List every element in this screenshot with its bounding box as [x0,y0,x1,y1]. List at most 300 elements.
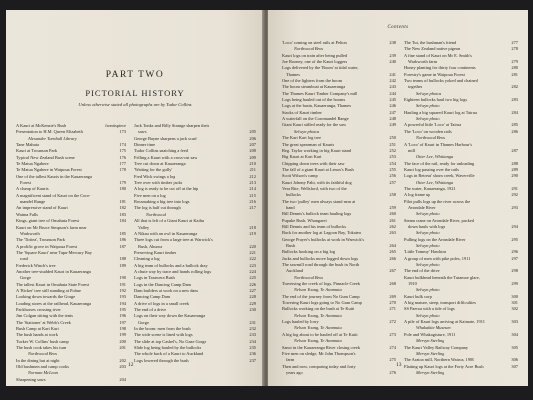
entry-plate-number: 255 [389,166,396,172]
entry-plate-number: 270 [389,300,396,306]
entry-plate-number: 246 [389,103,396,109]
entry-title: George Bayne sharpens a jack scarf [134,135,197,141]
entry-title: Kings, giant tree of Omahuta Forest [16,218,80,224]
entry-title: Joe Rooney, one of the Kauri loggers [282,59,348,65]
entry-plate-number: 266 [389,255,396,261]
entry-plate-number: 280 [511,65,518,71]
entry-plate-number: 215 [249,192,256,198]
entry-plate-number: 210 [249,161,256,167]
entry-title: Pole and Whakagisture, 1911 [404,331,456,337]
entry-title: Nelson Young, Te Awamutu [294,287,342,293]
entry-plate-number: 213 [249,180,256,186]
entry-title: The water, Kauaeranga, 1921 [404,185,456,191]
entry-plate-number: 236 [249,351,256,357]
entry-title: Bill Dennis and his team of bullocks [282,223,347,229]
entry-title: Honey planting for thirty four continents [404,65,476,71]
entry-title: The end of the drive [404,268,440,274]
entry-title: Northwood Bros [28,351,57,357]
entry-plate-number: 201 [119,345,126,351]
entry-plate-number: 192 [119,287,126,293]
entry-plate-number: 290 [511,173,518,179]
entry-title: Kauri logs on train after being pulled [282,52,348,58]
entry-title: The bush hands at work [16,332,58,338]
entry-plate-number: 297 [511,255,518,261]
entry-title: Dinner time [134,142,156,148]
entry-title: 'Waiting for the gully' [134,167,173,173]
entry-plate-number: 245 [389,97,396,103]
entry-plate-number: 178 [119,167,126,173]
entry-plate-number: 229 [249,300,256,306]
entry-title: hand [286,204,295,210]
entry-title: Typical New Zealand Bush scene [16,154,75,160]
entry-title: Warkworth [20,230,40,236]
entry-plate-number: 274 [389,344,396,350]
entry-title: Northwood Bros [416,135,445,141]
entry-title: Selwyn photos [294,128,320,134]
entry-plate-number: 283 [511,97,518,103]
entry-title: Another tree-studded Kauri in Kauaeranga [16,268,91,274]
entry-plate-number: 258 [389,192,396,198]
entry-title: years ago [286,369,303,375]
entry-plate-number: 261 [389,217,396,223]
entry-plate-number: 286 [511,128,518,134]
entry-title: Gorge [20,275,31,281]
entry-title: mandel Range [20,199,46,205]
entry-plate-number: 237 [249,357,256,363]
entry-title: Vera Rite, Wellsford, with two of the [282,185,347,191]
entry-plate-number: 295 [511,236,518,242]
entry-title: The Kauri Valley Railway Company [404,344,469,350]
entry-title: Bush [286,243,296,248]
entry-title: The Tui, the bushman's friend [404,40,457,45]
entry-plate-number: 303 [511,319,518,325]
entry-title: A big log about to be hauled off at Te Kuiti [282,331,358,337]
entry-title: Auckland [286,268,304,274]
entry-title: A log frame up [404,192,431,198]
entry-plate-number: 193 [119,294,126,300]
entry-title: Dancing Camp Dam [134,294,171,300]
contents-column-right [282,40,518,376]
running-head: Contents [387,25,409,30]
entry-title: Selwyn photo [416,312,440,318]
entry-plate-number: 268 [389,281,396,287]
entry-title: Northwood Bros [294,274,323,280]
entry-title: Five men on sledge, Mr John Thompson's [282,350,356,356]
entry-plate-number: 244 [389,90,396,96]
entry-title: A powerful little 'Loco' at Tairua [404,122,462,128]
entry-title: together [408,84,423,90]
entry-title: Old bushmen and camp cooks [16,364,69,370]
entry-title: Waima Falls [16,211,38,217]
entry-plate-number: 214 [249,186,256,192]
entry-title: Felling a Kauri with a cross-cut saw [134,154,198,160]
entry-plate-number: 200 [119,338,126,344]
entry-plate-number: 282 [511,84,518,90]
entry-title: Logs in the Dancing Camp Dam [134,281,191,287]
entry-title: Nelson Young, Te Awamutu [294,325,342,331]
entry-title: bullocks [286,192,301,198]
entry-title: Tucker W. Collins' bush camp [16,338,69,344]
entry-title: Bill Dennis's bullock team hauling logs [282,211,352,217]
entry-title: A pile of Kauri logs arriving at Kaimate, 1911 [404,319,485,325]
entry-plate-number: 254 [389,160,396,166]
entry-plate-number: 223 [249,262,256,268]
entry-title: Two teams of bullocks yoked and chained [404,78,478,84]
entry-title: In the boom: men from the bush [134,326,191,331]
entry-plate-number: 207 [249,142,256,148]
entry-title: Kauri bulkhead beneath the Tutamoe glare, [404,274,480,280]
entry-plate-number: 222 [249,256,256,262]
entry-plate-number: 219 [249,230,256,236]
entry-plate-number: 287 [511,147,518,153]
entry-plate-number: 273 [389,331,396,337]
entry-plate-number: 306 [511,357,518,363]
entry-title: Jacks and bullocks move logged down logs [282,255,359,261]
entry-title: Pulling logs on the Avondale River [404,236,466,242]
entry-plate-number: 276 [389,369,396,375]
entry-title: George Prayer's bullocks at work in Warwick's [282,236,365,242]
entry-title: A magnificent stand of Kauri on the Coro- [16,192,91,198]
entry-plate-number: 191 [119,281,126,287]
entry-title: A drive of logs in a small creek [134,300,189,306]
entry-title: Logs at the basin, Kauaeranga, Thames [282,103,352,109]
entry-title: mill [408,147,416,153]
entry-plate-number: 292 [511,192,518,198]
entry-title: The tallest Kauri in Omahuta State Forest [16,281,90,287]
entry-plate-number: 248 [389,116,396,122]
entry-plate-number: 180 [119,186,126,192]
entry-title: Traversing the creek of logs, Pinnacle Creek [282,281,360,287]
entry-title: Selwyn photo [416,287,440,293]
entry-plate-number: 238 [389,40,396,45]
entry-title: SS Paeroa with a tide of logs [404,306,455,312]
entry-title: Mervyn Sterling [416,369,445,375]
entry-title: Presentation to H.M. Queen Elizabeth [16,129,83,135]
entry-plate-number: 182 [119,205,126,211]
entry-plate-number: 196 [119,313,126,319]
entry-title: saws [138,129,147,135]
entry-title: Whakakite Museum [416,325,451,331]
entry-plate-number: 256 [389,173,396,179]
entry-plate-number: 253 [389,154,396,160]
entry-title: Mervyn Sterling [416,338,445,344]
entry-title: The two 'pulley' men always stand near at [282,198,356,204]
entry-plate-number: 233 [249,332,256,338]
entry-title: Logs in Retreat' shorn creek, Waverville [404,173,475,179]
entry-plate-number: 296 [511,249,518,255]
entry-plate-number: 205 [249,129,256,135]
entry-plate-number: 234 [249,338,256,344]
entry-title: Warkworth farm [408,59,438,65]
entry-plate-number: 190 [119,275,126,281]
entry-plate-number: 235 [249,345,256,351]
entry-plate-number: 173 [119,129,126,135]
entry-title: Loading stores at the railhead, Kauaeranga [16,300,92,306]
entry-plate-number: 257 [389,179,396,185]
entry-plate-number: 278 [511,46,518,52]
entry-title: The bush cook takes his turn [16,345,67,351]
entry-title: down hauls with logs [408,223,446,229]
entry-plate-number: 226 [249,281,256,287]
entry-plate-number: 197 [119,319,126,325]
entry-title: A chute way by trace and hands rolling logs [134,268,212,274]
entry-title: Hauling a big squared Kauri log at Tairua [404,109,477,115]
entry-title: Logs in Tarawera Bush [134,275,175,281]
entry-plate-number: 300 [511,293,518,299]
entry-title: Kauri on Mr Bruce Simpson's farm near [16,224,87,230]
entry-plate-number: 225 [249,275,256,281]
entry-title: Giant Kauri stilled ready for the saw [282,122,347,128]
entry-plate-number: 263 [389,230,396,236]
entry-title: Kauri at Trounson Park [16,148,58,154]
entry-title: A clump of Kauris [16,186,49,192]
entry-title: 1910 [408,281,417,287]
entry-plate-number: 298 [511,268,518,274]
entry-title: The boom steamboat at Kauaeranga [282,84,346,90]
entry-title: farm [286,357,295,363]
entry-title: Forestry's game in Waipoua Forest [404,71,465,77]
entry-title: Bullocks working on the bush at Te Kuiti [282,306,355,312]
entry-plate-number: 294 [511,223,518,229]
section-title: PICTORIAL HISTORY [85,88,185,98]
entry-title: Bush Camp at Kari Kari [16,326,59,331]
entry-title: Selwyn photo [416,116,440,122]
entry-title: Northwood [146,211,166,217]
entry-title: Packhorses crossing river [16,306,61,312]
entry-title: Logs being hauled out of the booms [282,97,346,103]
entry-title: Gorge [138,319,149,325]
entry-plate-number: 181 [119,199,126,205]
entry-title: One of the tallest Kauris in the Kauaeranga [16,173,92,179]
entry-plate-number: 299 [511,281,518,287]
entry-title: The end of a drive [134,306,167,312]
entry-plate-number: 175 [119,148,126,154]
entry-title: Eighteen bullocks haul two big logs [404,97,468,103]
entry-title: Nelson Young, Te Awamutu [294,338,342,344]
entry-title: Selwyn photo [416,230,440,236]
entry-title: Selwyn photo [416,262,440,268]
entry-plate-number: 291 [511,185,518,191]
contents-column-middle [134,123,256,364]
entry-title: The face of the rail, ready for unloading [404,160,475,166]
entry-plate-number: 176 [119,154,126,160]
entry-plate-number: 293 [511,204,518,210]
entry-plate-number: 240 [389,59,396,65]
contents-entry [16,377,126,383]
entry-plate-number: 195 [119,306,126,312]
entry-title: Norman McLean [28,370,58,376]
entry-plate-number: 302 [511,306,518,312]
entry-title: Te Matua Ngahere in Waipoua Forest [16,167,82,173]
entry-title: Kauri Johnny Pahi, with its faithful dog [282,179,352,185]
entry-title: Logs on their way down the Kauaeranga [134,313,206,319]
entry-title: Otter Lee, Whitianga [416,179,454,185]
entry-title: A big team of bullocks and a bullock dray [134,262,208,268]
contents-subcolumn [404,40,518,376]
entry-plate-number: 285 [511,122,518,128]
entry-plate-number: 187 [119,243,126,249]
entry-title: Tree cut down at Kauaeranga [134,161,186,167]
entry-plate-number: 216 [249,199,256,205]
entry-title: Valley [138,224,150,230]
entry-title: 'Loco' coming on steel rails at Pelton [282,40,347,45]
entry-title: Selwyn photos [416,90,442,96]
entry-plate-number: 305 [511,344,518,350]
entry-title: Scott Wilson's camp [282,173,318,179]
entry-title: Frederick Winch's tree [16,262,56,268]
entry-title: Cleaning a log [134,256,160,262]
entry-plate-number: 284 [511,109,518,115]
entry-plate-number: 224 [249,268,256,274]
entry-plate-number: 259 [389,204,396,210]
entry-plate-number: 243 [389,84,396,90]
entry-plate-number: 206 [249,135,256,141]
entry-plate-number: 174 [119,142,126,148]
entry-title: Rossmaking a big tree into logs [134,199,190,205]
entry-title: road [20,256,28,262]
entry-title: The whole back of a Kauri to Auckland [134,351,204,357]
contents-entry [134,358,256,364]
entry-title: A fine stand of Kauri on Mr E. Smith's [404,52,472,58]
entry-title: Reg. Taylor working in big Kauri stand [282,147,351,153]
entry-plate-number: 228 [249,294,256,300]
entry-title: A Nikau with an owl in Kauaeranga [134,230,198,236]
entry-title: The Aratoa mill, Northern Wairoa, 1900 [404,357,475,363]
photo-credit-note: Unless otherwise stated all photographs are by Tudor Collins [78,102,192,107]
entry-title: The log is half cut through [134,205,181,211]
entry-title: Towering Kauri logs going to No Gum Camp [282,300,362,306]
entry-plate-number: 227 [249,287,256,293]
entry-plate-number: 264 [389,243,396,248]
entry-title: Three logs cut from a large tree at Warwick's [134,237,213,243]
entry-title: Jim Colgan sitting with the tents [16,313,73,319]
entry-title: The sawmill road through the bush in North [282,262,360,268]
entry-title: A 'Ricker' tree still standing at Pohue [16,287,81,293]
entry-title: Jack Tonks and Billy Strange sharpen their [134,123,210,128]
entry-plate-number: 183 [119,211,126,217]
entry-title: Northwood Bros [294,46,323,52]
entry-plate-number: 217 [249,205,256,211]
entry-title: Dam builders at work on a new dam [134,287,198,293]
entry-title: The slide at top Cashel's, No Gaze Gorge [134,338,207,344]
entry-title: Looking down towards the Gorge [16,294,76,300]
entry-plate-number: 272 [389,319,396,325]
entry-title: The 'Loco' on wooden rails [404,128,452,134]
entry-title: The New Zealand native pigeon [404,46,461,52]
entry-plate-number: 185 [119,230,126,236]
entry-title: Big Kauri at Kari Kari [282,154,322,160]
entry-plate-number: 203 [119,364,126,370]
entry-plate-number: 251 [389,141,396,147]
entry-plate-number: 289 [511,166,518,172]
entry-title: Stacks of Kauri timber [282,109,322,115]
entry-plate-number: 271 [389,306,396,312]
entry-title: A prolific grove in Waipoua Forest [16,243,78,249]
contents-entry [282,370,396,376]
entry-plate-number: 186 [119,237,126,243]
entry-title: Bush, Ahuroa [138,243,163,249]
entry-plate-number: 199 [119,332,126,338]
entry-title: Fred Wick swings a log [134,173,176,179]
photo-credit [404,370,518,376]
entry-plate-number: 209 [249,154,256,160]
entry-plate-number: 239 [389,52,396,58]
entry-title: Sharpening saws [16,376,46,382]
entry-title: Sanct in the Kauaeranga River closing creek [282,344,361,350]
entry-plate-number: 242 [389,78,396,84]
entry-plate-number: 231 [249,319,256,325]
entry-plate-number: 177 [119,161,126,167]
entry-title: Preserving Kauri timber [134,249,177,255]
entry-plate-number: 179 [119,180,126,186]
entry-title: A group of men with pike poles, 1911 [404,255,471,261]
entry-plate-number: 269 [389,293,396,299]
entry-plate-number: 265 [389,249,396,255]
entry-title: Thames [286,71,300,77]
entry-title: The great spearman of Kauris [282,141,335,147]
entry-title: The 'Tiritea', Trounson Park [16,237,65,243]
entry-title: Pilot pulls logs up the river across the [404,198,471,204]
entry-title: Te Matua Ngahere [16,161,49,167]
left-page [6,10,264,386]
entry-plate-number: 275 [389,357,396,363]
entry-plate-number: 301 [511,300,518,306]
entry-plate-number: 307 [511,363,518,369]
entry-plate-number: 188 [119,256,126,262]
entry-plate-number: 232 [249,326,256,331]
entry-plate-number: 267 [389,268,396,274]
entry-title: Tudor Collins snatching a feed [134,148,188,154]
entry-plate-number: 194 [119,300,126,306]
entry-title: Bullocks hooking on a big log [282,249,336,255]
entry-plate-number: 247 [389,109,396,115]
entry-plate-number: 212 [249,173,256,179]
entry-title: Selwyn photo [416,211,440,217]
entry-title: Logs delivered by the 'Boom' at tidal water, [282,65,359,71]
contents-column-left [16,123,126,383]
entry-plate-number: 252 [389,147,396,153]
entry-title: All that is left of a Giant Kauri at Kaihu [134,218,205,224]
entry-title: Slide log being hauled by the bullocks [134,345,202,351]
entry-title: Avondale River [408,204,436,210]
entry-plate-number: 208 [249,148,256,154]
entry-title: Tree over with timber jacks [134,180,183,186]
part-title: PART TWO [105,70,165,80]
entry-title: Back for another log at Lagoon Bay, Tokatea [282,230,361,236]
page-number-right: 13 [396,362,402,368]
entry-plate-number: 241 [389,71,396,77]
entry-title: The end of the journey from No Gum Camp [282,293,360,299]
entry-plate-number: 202 [119,357,126,363]
entry-title: Logs lowered through the bush [134,357,189,363]
entry-title: A Kauri at McKenzie's Bush [16,123,67,128]
entry-plate-number: 281 [511,71,518,77]
entry-title: Mervyn Sterling [416,350,445,356]
entry-title: Alexander Turnbull Library [28,135,77,141]
entry-plate-number: 189 [119,262,126,268]
entry-title: Nelson Young, Te Awamutu [294,312,342,318]
entry-title: Then and now, comparing today and forty [282,363,356,369]
entry-plate-number: 250 [389,135,396,141]
entry-plate-number: 198 [119,326,126,331]
entry-plate-number: 211 [249,167,256,173]
entry-title: The Thames Kauri Timber Company's mill [282,90,358,96]
entry-title: An impressive stand of Kauri [16,205,68,211]
entry-plate-number: 288 [511,160,518,166]
entry-plate-number: 277 [511,40,518,45]
entry-title: The fall of a giant Kauri at Lenox's Bush [282,166,354,172]
entry-plate-number: 260 [389,211,396,217]
